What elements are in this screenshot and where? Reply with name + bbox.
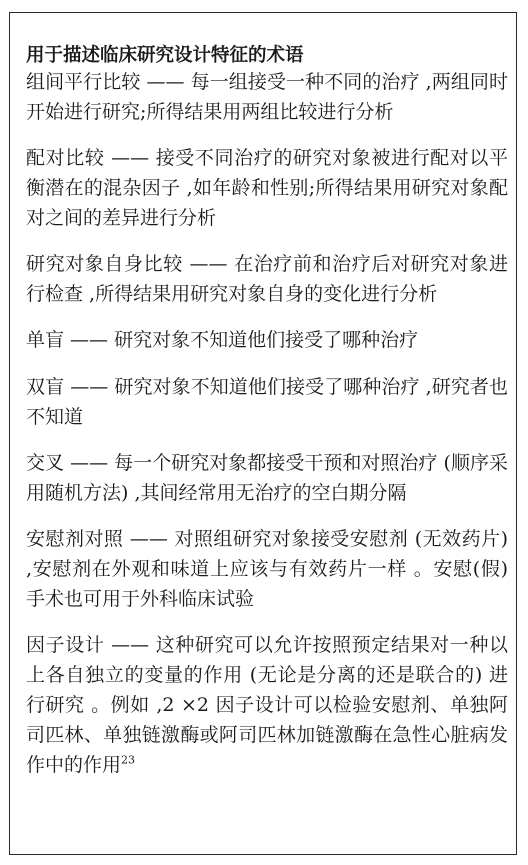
term-single-blind (26, 325, 508, 355)
term-crossover (26, 448, 508, 508)
term-text: 交叉 —— 每一个研究对象都接受干预和对照治疗 (顺序采用随机方法) ,其间经常用无治疗的空白期分隔 (26, 452, 508, 504)
term-text: 双盲 —— 研究对象不知道他们接受了哪种治疗 ,研究者也不知道 (26, 376, 508, 428)
reference-superscript: 23 (121, 753, 136, 767)
term-text: 配对比较 —— 接受不同治疗的研究对象被进行配对以平衡潜在的混杂因子 ,如年龄和性别;所得结果用研究对象配对之间的差异进行分析 (26, 147, 508, 229)
box-title: 用于描述临床研究设计特征的术语 (26, 45, 304, 66)
term-text: 研究对象自身比较 —— 在治疗前和治疗后对研究对象进行检查 ,所得结果用研究对象自身的变化进行分析 (26, 253, 508, 305)
term-text: 组间平行比较 —— 每一组接受一种不同的治疗 ,两组同时开始进行研究;所得结果用两组比较进行分析 (26, 71, 508, 123)
term-text: 安慰剂对照 —— 对照组研究对象接受安慰剂 (无效药片) ,安慰剂在外观和味道上应该与有效药片一样 。安慰(假) 手术也可用于外科临床试验 (26, 528, 508, 610)
terms-content (26, 42, 508, 796)
term-placebo-control (26, 524, 508, 614)
term-within-subject (26, 249, 508, 309)
term-text: 单盲 —— 研究对象不知道他们接受了哪种治疗 (26, 329, 419, 351)
term-parallel-group (26, 67, 508, 127)
term-factorial-design (26, 630, 508, 780)
term-text: 因子设计 —— 这种研究可以允许按照预定结果对一种以上各自独立的变量的作用 (无论是分离的还是联合的) 进行研究 。例如 ,2 ×2 因子设计可以检验安慰剂、单独阿司匹林、单独链激酶或阿司匹林加链激酶在急性心脏病发作中的作用 (26, 634, 508, 776)
term-double-blind (26, 372, 508, 432)
term-matched-comparison (26, 143, 508, 233)
